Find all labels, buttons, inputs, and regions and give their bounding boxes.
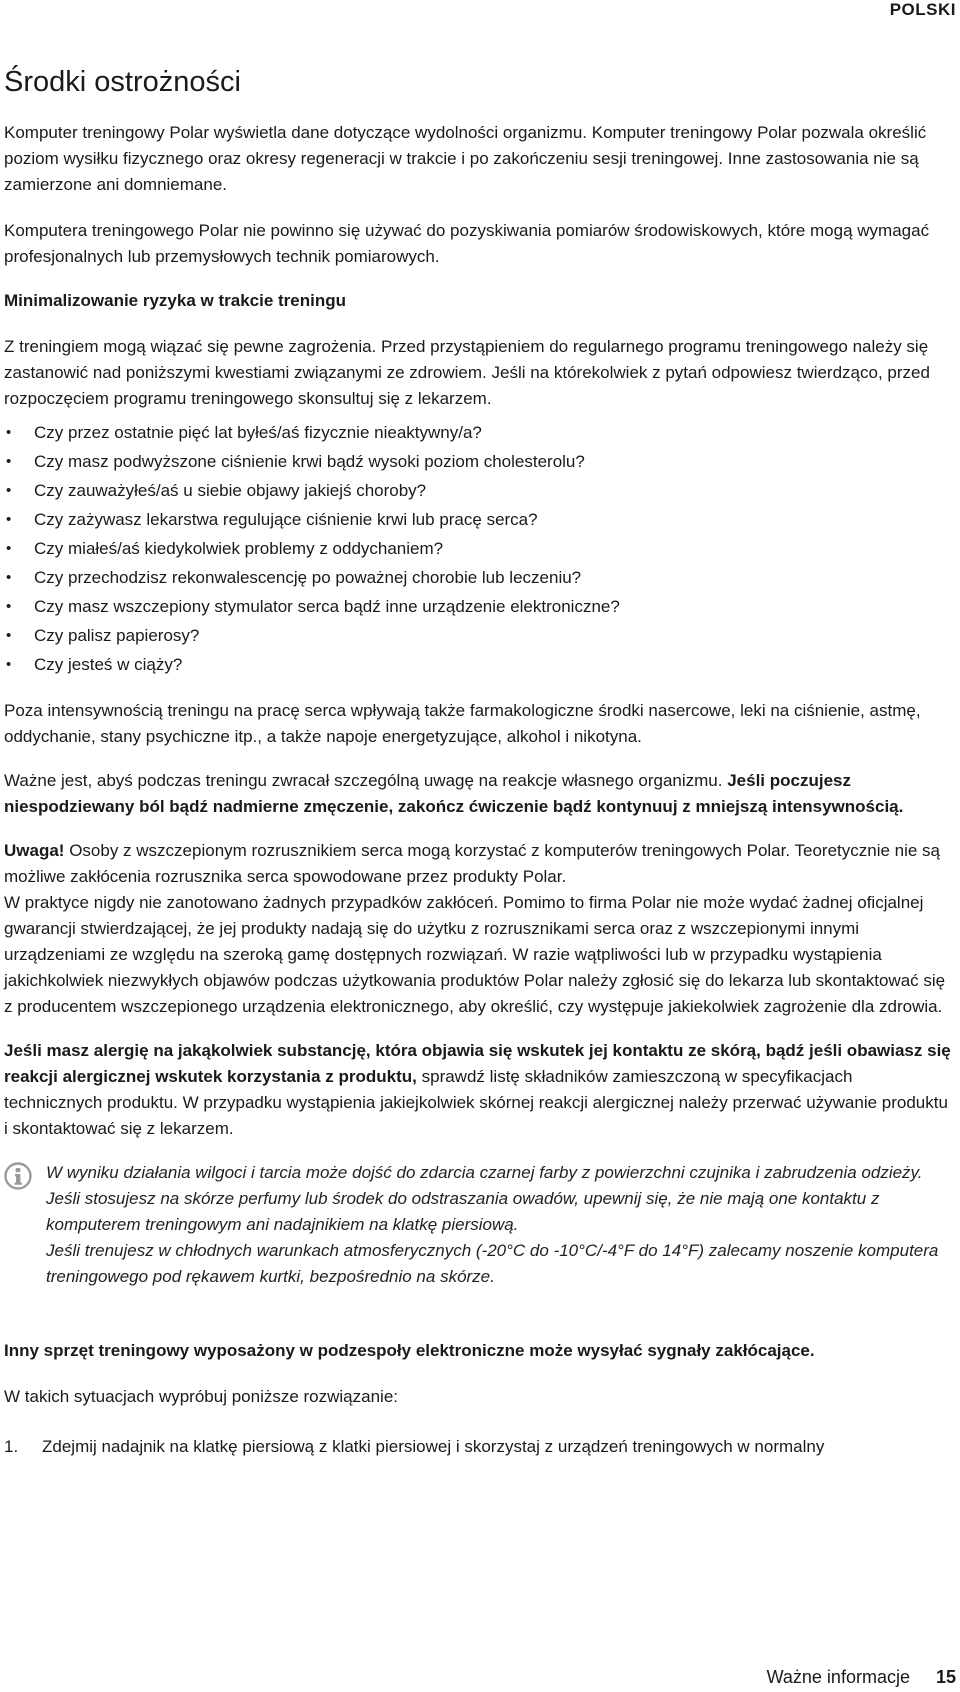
attention-paragraph: Ważne jest, abyś podczas treningu zwracał szczególną uwagę na reakcje własnego organizmu. Jeśli poczujesz niespodziewany ból bądź nadmierne zmęczenie, zakończ ćwiczenie bądź kontynuuj z mniejszą intensywnością. [4, 771, 904, 816]
note-text-1: W wyniku działania wilgoci i tarcia może dojść do zdarcia czarnej farby z powierzchni czujnika i zabrudzenia odzieży. Jeśli stosujesz na skórze perfumy lub środek do odstraszania owadów, upewnij się, że nie mają one kontaktu z komputerem treningowym ani nadajnikiem na klatkę piersiową. [46, 1163, 923, 1234]
warning-label: Uwaga! [4, 841, 65, 860]
note-box [4, 1160, 952, 1290]
info-icon [4, 1162, 32, 1190]
bullet-icon: • [6, 656, 12, 673]
allergy-bold: Jeśli masz alergię na jakąkolwiek substancję, która objawia się wskutek jej kontaktu ze skórą, bądź jeśli obawiasz się reakcji alergicznej wskutek korzystania z produktu, [4, 1041, 951, 1086]
risk-heading: Minimalizowanie ryzyka w trakcie treningu [4, 291, 346, 310]
interference-intro: W takich sytuacjach wypróbuj poniższe rozwiązanie: [4, 1387, 399, 1406]
note-text-2: Jeśli trenujesz w chłodnych warunkach atmosferycznych (-20°C do -10°C/-4°F do 14°F) zalecamy noszenie komputera treningowego pod rękawem kurtki, bezpośrednio na skórze. [46, 1241, 939, 1286]
list-item: 1. Zdejmij nadajnik na klatkę piersiową z klatki piersiowej i skorzystaj z urządzeń treningowych w normalny [4, 1434, 952, 1460]
intro-paragraph-2: Komputera treningowego Polar nie powinno się używać do pozyskiwania pomiarów środowiskowych, które mogą wymagać profesjonalnych lub przemysłowych technik pomiarowych. [4, 221, 930, 266]
intro-paragraph-1: Komputer treningowy Polar wyświetla dane dotyczące wydolności organizmu. Komputer treningowy Polar pozwala określić poziom wysiłku fizycznego oraz okresy regeneracji w trakcie i po zakończeniu sesji treningowej. Inne zastosowania nie są zamierzone ani domniemane. [4, 123, 927, 194]
bullet-icon: • [6, 540, 12, 557]
page-number: 15 [935, 1667, 956, 1687]
health-questions-list [4, 420, 952, 678]
list-item: • Czy masz podwyższone ciśnienie krwi bądź wysoki poziom cholesterolu? [4, 449, 952, 475]
content [4, 62, 952, 1460]
footer-section: Ważne informacje [766, 1667, 910, 1687]
list-item: • Czy przez ostatnie pięć lat byłeś/aś fizycznie nieaktywny/a? [4, 420, 952, 446]
allergy-paragraph: Jeśli masz alergię na jakąkolwiek substancję, która objawia się wskutek jej kontaktu ze skórą, bądź jeśli obawiasz się reakcji alergicznej wskutek korzystania z produktu, sprawdź listę składników zamieszczoną w specyfikacjach technicznych produktu. W przypadku wystąpienia jakiejkolwiek skórnej reakcji alergicznej należy przerwać używanie produktu i skontaktować się z lekarzem. [4, 1041, 951, 1138]
warning-paragraph-2: W praktyce nigdy nie zanotowano żadnych przypadków zakłóceń. Pomimo to firma Polar nie może wydać żadnej oficjalnej gwarancji stwierdzającej, że jej produkty nadają się do użytku z rozrusznikami serca oraz z wszczepionymi innymi urządzeniami ze względu na szeroką gamę dostępnych rozwiązań. W razie wątpliwości lub w przypadku wystąpienia jakichkolwiek niezwykłych objawów podczas użytkowania produktów Polar należy zgłosić się do lekarza lub skontaktować się z producentem wszczepionego urządzenia elektronicznego, aby określić, czy występuje jakiekolwiek zagrożenie dla zdrowia. [4, 893, 946, 1016]
list-item: • Czy jesteś w ciąży? [4, 652, 952, 678]
bullet-icon: • [6, 453, 12, 470]
list-item: • Czy miałeś/aś kiedykolwiek problemy z oddychaniem? [4, 536, 952, 562]
risk-intro: Z treningiem mogą wiązać się pewne zagrożenia. Przed przystąpieniem do regularnego programu treningowego należy się zastanowić nad poniższymi kwestiami związanymi ze zdrowiem. Jeśli na którekolwiek z pytań odpowiesz twierdząco, przed rozpoczęciem programu treningowego skonsultuj się z lekarzem. [4, 337, 930, 408]
list-item: • Czy palisz papierosy? [4, 623, 952, 649]
list-item: • Czy zauważyłeś/aś u siebie objawy jakiejś choroby? [4, 478, 952, 504]
list-item: • Czy przechodzisz rekonwalescencję po poważnej chorobie lub leczeniu? [4, 565, 952, 591]
list-item: • Czy zażywasz lekarstwa regulujące ciśnienie krwi lub pracę serca? [4, 507, 952, 533]
bullet-icon: • [6, 569, 12, 586]
bullet-icon: • [6, 627, 12, 644]
interference-heading: Inny sprzęt treningowy wyposażony w podzespoły elektroniczne może wysyłać sygnały zakłócające. [4, 1341, 815, 1360]
language-label: POLSKI [889, 0, 956, 19]
page-footer [767, 1664, 956, 1690]
step-number: 1. [4, 1437, 19, 1456]
warning-paragraph: Uwaga! Osoby z wszczepionym rozrusznikiem serca mogą korzystać z komputerów treningowych Polar. Teoretycznie nie są możliwe zakłócenia rozrusznika serca spowodowane przez produkty Polar. [4, 841, 941, 886]
list-item: • Czy masz wszczepiony stymulator serca bądź inne urządzenie elektroniczne? [4, 594, 952, 620]
page-title: Środki ostrożności [4, 66, 241, 98]
bullet-icon: • [6, 511, 12, 528]
attention-bold: Jeśli poczujesz niespodziewany ból bądź nadmierne zmęczenie, zakończ ćwiczenie bądź kontynuuj z mniejszą intensywnością. [4, 771, 904, 816]
influences-paragraph: Poza intensywnością treningu na pracę serca wpływają także farmakologiczne środki nasercowe, leki na ciśnienie, astmę, oddychanie, stany psychiczne itp., a także napoje energetyzujące, alkohol i nikotyna. [4, 701, 921, 746]
steps-list [4, 1434, 952, 1460]
bullet-icon: • [6, 482, 12, 499]
bullet-icon: • [6, 424, 12, 441]
bullet-icon: • [6, 598, 12, 615]
